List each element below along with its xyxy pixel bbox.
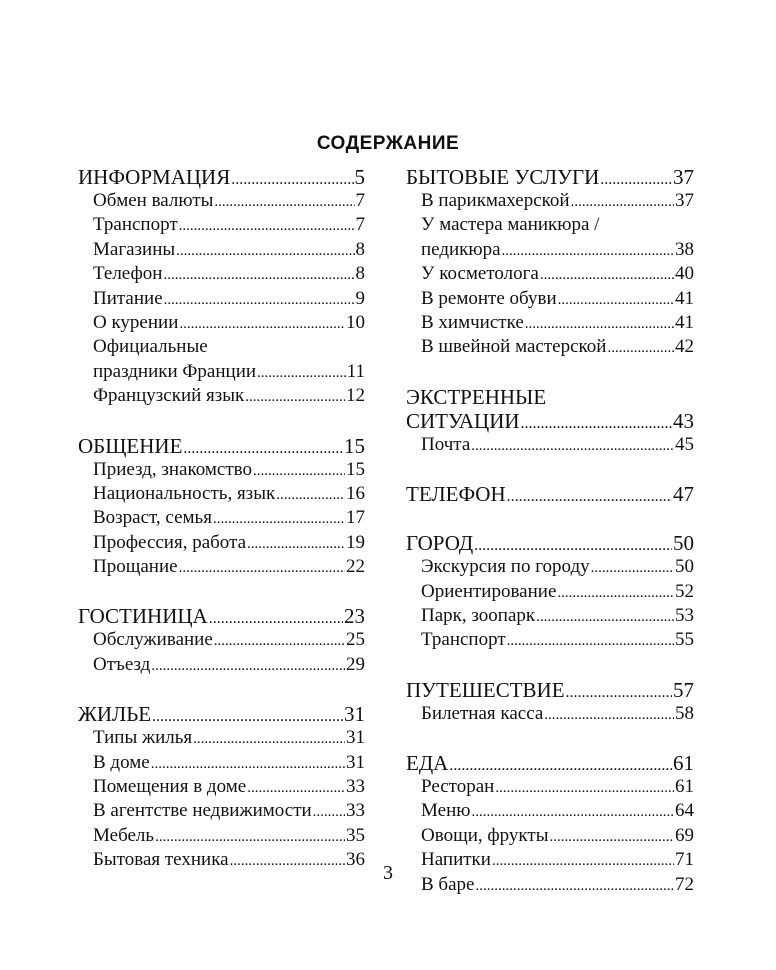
toc-entry-label: Меню (421, 800, 471, 822)
toc-entry[interactable] (78, 189, 365, 213)
section-heading[interactable] (406, 678, 694, 702)
toc-right-column (406, 165, 694, 922)
toc-entry-label: Транспорт (421, 629, 506, 651)
toc-entry-page-number: 9 (355, 287, 365, 309)
section-heading-label: СИТУАЦИИ (406, 408, 520, 433)
toc-entry[interactable] (406, 604, 694, 628)
dot-leader (507, 629, 674, 653)
toc-entry-page-number: 7 (355, 214, 365, 236)
toc-left-column (78, 165, 365, 898)
dot-leader (591, 556, 674, 580)
toc-entry-page-number: 33 (346, 776, 365, 798)
dot-leader (179, 556, 345, 580)
toc-section (78, 165, 365, 409)
toc-entry-label: Мебель (93, 824, 155, 846)
toc-entry[interactable] (78, 531, 365, 555)
toc-entry-label: Национальность, язык (93, 482, 276, 504)
toc-entry-page-number: 61 (675, 776, 694, 798)
toc-entry-page-number: 41 (675, 287, 694, 309)
toc-entry-label: Обслуживание (93, 629, 213, 651)
toc-entry-page-number: 55 (675, 629, 694, 651)
section-heading-page-number: 50 (673, 531, 694, 556)
toc-entry-page-number: 71 (675, 849, 694, 871)
dot-leader (176, 239, 354, 263)
toc-entry[interactable] (406, 628, 694, 652)
toc-entry-label: Магазины (93, 238, 176, 260)
dot-leader (544, 703, 674, 727)
toc-entry-page-number: 12 (346, 385, 365, 407)
toc-entry[interactable] (78, 751, 365, 775)
toc-entry-page-number: 7 (355, 190, 365, 211)
toc-entry-page-number: 50 (675, 556, 694, 578)
dot-leader (549, 825, 674, 849)
section-heading[interactable] (406, 482, 694, 506)
toc-entry-page-number: 42 (675, 336, 694, 358)
toc-entry-label: У косметолога (421, 263, 539, 285)
toc-entry[interactable] (406, 287, 694, 311)
toc-entry-page-number: 69 (675, 824, 694, 846)
dot-leader (163, 263, 354, 287)
toc-entry-page-number: 64 (675, 800, 694, 822)
toc-entry[interactable] (78, 360, 365, 384)
section-heading[interactable] (406, 165, 694, 189)
section-heading[interactable] (406, 531, 694, 555)
dot-leader (151, 654, 345, 678)
toc-section (78, 702, 365, 872)
toc-entry-page-number: 19 (346, 531, 365, 553)
dot-leader (521, 412, 672, 436)
dot-leader (164, 288, 355, 312)
toc-entry-label: педикюра (421, 238, 501, 260)
dot-leader (231, 168, 353, 192)
toc-entry-label: В доме (93, 751, 150, 773)
section-heading[interactable] (78, 702, 365, 726)
section-heading-label: ГОСТИНИЦА (78, 604, 208, 629)
dot-leader (151, 752, 345, 776)
dot-leader (495, 776, 674, 800)
dot-leader (193, 727, 345, 751)
toc-entry[interactable] (78, 799, 365, 823)
dot-leader (253, 459, 345, 483)
toc-entry[interactable] (406, 262, 694, 286)
toc-entry[interactable] (406, 580, 694, 604)
toc-entry-label: праздники Франции (93, 360, 257, 382)
dot-leader (566, 681, 672, 705)
toc-section (406, 531, 694, 653)
toc-entry-label: Возраст, семья (93, 507, 212, 529)
toc-entry-line: У мастера маникюра / (421, 214, 600, 236)
dot-leader (558, 288, 674, 312)
toc-entry[interactable] (406, 311, 694, 335)
toc-entry-label: Парк, зоопарк (421, 604, 536, 626)
section-heading[interactable] (78, 604, 365, 628)
toc-entry-label: Ресторан (421, 776, 495, 798)
toc-entry[interactable] (406, 433, 694, 457)
toc-entry[interactable] (78, 506, 365, 530)
section-heading-label: ЖИЛЬЕ (78, 702, 152, 727)
toc-entry-label: Приезд, знакомство (93, 458, 252, 480)
toc-entry-label: Почта (421, 433, 471, 455)
dot-leader (571, 190, 674, 214)
toc-entry-label: В баре (421, 873, 475, 895)
dot-leader (214, 629, 345, 653)
toc-entry-page-number: 25 (346, 629, 365, 651)
page-number: 3 (383, 862, 393, 884)
toc-section (406, 482, 694, 506)
toc-entry-label: Билетная касса (421, 702, 544, 724)
toc-entry-page-number: 41 (675, 311, 694, 333)
toc-entry[interactable] (406, 775, 694, 799)
toc-entry-label: Типы жилья (93, 727, 193, 749)
dot-leader (257, 361, 346, 385)
dot-leader (536, 605, 674, 629)
toc-entry-page-number: 58 (675, 702, 694, 724)
toc-entry[interactable] (78, 213, 365, 237)
section-heading-page-number: 5 (354, 165, 365, 189)
toc-entry-label: В агентстве недвижимости (93, 800, 312, 822)
toc-entry-label: Прощание (93, 556, 178, 578)
dot-leader (179, 214, 355, 238)
section-heading[interactable] (406, 409, 694, 433)
dot-leader (209, 607, 343, 631)
dot-leader (213, 507, 345, 531)
toc-entry-page-number: 31 (346, 751, 365, 773)
section-heading-label: ЕДА (406, 751, 449, 776)
toc-entry-page-number: 8 (355, 263, 365, 285)
toc-section (78, 604, 365, 677)
toc-entry-page-number: 38 (675, 238, 694, 260)
dot-leader (502, 239, 674, 263)
dot-leader (247, 776, 345, 800)
toc-entry-page-number: 40 (675, 263, 694, 285)
toc-entry-page-number: 11 (346, 360, 365, 382)
dot-leader (607, 336, 674, 360)
toc-entry-page-number: 72 (675, 873, 694, 895)
toc-entry-label: Питание (93, 287, 163, 309)
toc-entry[interactable] (406, 238, 694, 262)
toc-entry-page-number: 37 (675, 190, 694, 211)
toc-entry-label: В ремонте обуви (421, 287, 557, 309)
section-heading[interactable] (78, 434, 365, 458)
section-heading-page-number: 61 (673, 751, 694, 776)
page-title: СОДЕРЖАНИЕ (316, 133, 460, 154)
toc-entry-label: Овощи, фрукты (421, 824, 549, 846)
toc-entry-page-number: 16 (346, 482, 365, 504)
dot-leader (540, 263, 674, 287)
toc-entry-label: Транспорт (93, 214, 178, 236)
toc-entry[interactable] (78, 262, 365, 286)
dot-leader (557, 581, 674, 605)
section-heading-label: ТЕЛЕФОН (406, 482, 506, 507)
section-heading-page-number: 31 (344, 702, 365, 727)
dot-leader (276, 483, 345, 507)
toc-entry[interactable] (78, 311, 365, 335)
toc-section (406, 385, 694, 457)
toc-entry[interactable] (78, 555, 365, 579)
toc-entry[interactable] (78, 726, 365, 750)
toc-entry[interactable] (78, 628, 365, 652)
toc-entry-page-number: 52 (675, 580, 694, 602)
toc-entry[interactable] (78, 824, 365, 848)
section-heading[interactable] (78, 165, 365, 189)
toc-section (406, 165, 694, 360)
toc-entry-page-number: 36 (346, 849, 365, 871)
toc-entry-page-number: 53 (675, 604, 694, 626)
toc-section (78, 434, 365, 580)
dot-leader (214, 190, 354, 214)
toc-entry-label: Экскурсия по городу (421, 556, 590, 578)
toc-entry-label: Телефон (93, 263, 163, 285)
toc-entry-page-number: 17 (346, 507, 365, 529)
toc-entry-page-number: 10 (346, 311, 365, 333)
section-heading-page-number: 57 (673, 677, 694, 702)
section-heading-label: ПУТЕШЕСТВИЕ (406, 677, 565, 702)
toc-entry-label: Помещения в доме (93, 776, 247, 798)
toc-entry[interactable] (78, 287, 365, 311)
section-heading-label: ОБЩЕНИЕ (78, 433, 183, 458)
toc-entry-label: О курении (93, 311, 179, 333)
section-heading[interactable] (406, 751, 694, 775)
toc-section (406, 678, 694, 726)
toc-entry-page-number: 31 (346, 727, 365, 749)
toc-entry-page-number: 35 (346, 824, 365, 846)
dot-leader (507, 485, 672, 509)
toc-entry-label: Ориентирование (421, 580, 557, 602)
toc-entry[interactable] (78, 384, 365, 408)
toc-entry-page-number: 29 (346, 653, 365, 675)
toc-entry-page-number: 33 (346, 800, 365, 822)
toc-entry[interactable] (78, 482, 365, 506)
toc-entry[interactable] (406, 189, 694, 213)
toc-entry-label: Профессия, работа (93, 531, 247, 553)
toc-entry-label: В химчистке (421, 311, 524, 333)
dot-leader (525, 312, 674, 336)
section-heading-line: ЭКСТРЕННЫЕ (406, 384, 547, 409)
dot-leader (245, 385, 345, 409)
dot-leader (155, 825, 345, 849)
toc-entry-label: Обмен валюты (93, 190, 214, 211)
toc-entry-page-number: 15 (346, 458, 365, 480)
toc-entry-page-number: 8 (355, 238, 365, 260)
toc-entry[interactable] (78, 238, 365, 262)
toc-entry[interactable] (78, 458, 365, 482)
toc-entry-label: Бытовая техника (93, 849, 229, 871)
section-heading-label: ИНФОРМАЦИЯ (78, 165, 231, 189)
section-heading-page-number: 43 (673, 408, 694, 433)
section-heading-page-number: 15 (344, 433, 365, 458)
dot-leader (247, 532, 345, 556)
dot-leader (600, 168, 672, 192)
section-heading-label: БЫТОВЫЕ УСЛУГИ (406, 165, 600, 189)
toc-entry-label: Напитки (421, 849, 491, 871)
section-heading-label: ГОРОД (406, 531, 474, 556)
dot-leader (179, 312, 345, 336)
toc-entry[interactable] (406, 799, 694, 823)
toc-entry-label: Французский язык (93, 385, 245, 407)
section-heading-page-number: 47 (673, 482, 694, 507)
dot-leader (313, 800, 345, 824)
toc-entry-label: Отъезд (93, 653, 151, 675)
toc-entry[interactable] (78, 775, 365, 799)
toc-entry-page-number: 45 (675, 433, 694, 455)
toc-entry-label: В парикмахерской (421, 190, 570, 211)
toc-entry[interactable] (406, 555, 694, 579)
toc-entry-label: В швейной мастерской (421, 336, 607, 358)
toc-entry-line: Официальные (93, 336, 208, 358)
dot-leader (471, 434, 674, 458)
section-heading-page-number: 37 (673, 165, 694, 189)
toc-entry-page-number: 22 (346, 556, 365, 578)
toc-entry[interactable] (78, 653, 365, 677)
section-heading-page-number: 23 (344, 604, 365, 629)
toc-entry[interactable] (406, 824, 694, 848)
dot-leader (471, 800, 674, 824)
toc-entry[interactable] (406, 702, 694, 726)
toc-entry[interactable] (406, 335, 694, 359)
